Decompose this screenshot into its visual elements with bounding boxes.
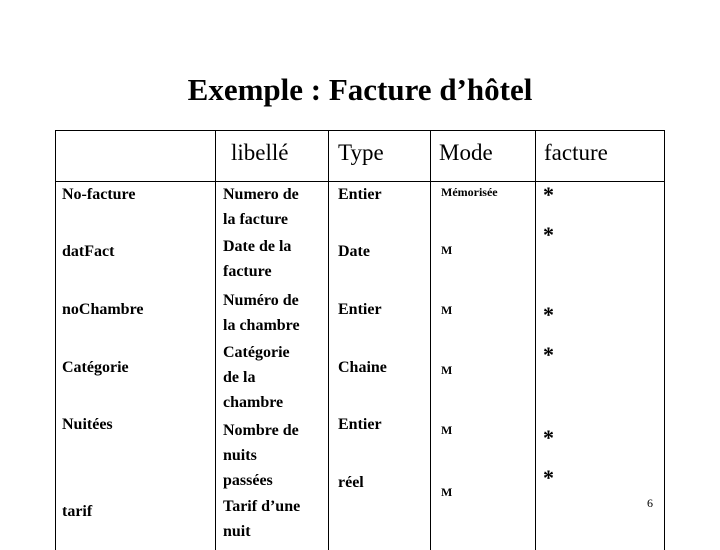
header-mode: Mode (439, 140, 493, 165)
facture-mark: * (543, 425, 554, 450)
field-type: Chaine (338, 359, 387, 376)
facture-mark: * (543, 182, 554, 207)
facture-mark: * (543, 465, 554, 490)
table-col-divider (430, 130, 431, 550)
field-label: Nombre de nuits passées (223, 422, 299, 489)
facture-mark: * (543, 342, 554, 367)
facture-mark: * (543, 222, 554, 247)
table-col-divider (328, 130, 329, 550)
header-type: Type (338, 140, 384, 165)
table-col-divider (215, 130, 216, 550)
facture-mark: * (543, 302, 554, 327)
slide-title: Exemple : Facture d’hôtel (187, 72, 533, 107)
field-name: tarif (62, 503, 93, 520)
field-mode: M (441, 303, 453, 317)
field-label: Numéro de la chambre (223, 292, 300, 334)
field-name: noChambre (62, 301, 144, 318)
field-label: Numero de la facture (223, 186, 299, 228)
table-col-divider (535, 130, 536, 550)
table-top-border (55, 130, 665, 131)
header-facture: facture (544, 140, 608, 165)
field-type: réel (338, 474, 364, 491)
field-type: Entier (338, 186, 382, 203)
field-mode: Mémorisée (441, 185, 498, 199)
field-type: Entier (338, 416, 382, 433)
field-type: Entier (338, 301, 382, 318)
field-label: Catégorie de la chambre (223, 344, 290, 411)
field-mode: M (441, 243, 453, 257)
field-mode: M (441, 423, 453, 437)
field-mode: M (441, 485, 453, 499)
field-name: Catégorie (62, 359, 129, 376)
table-border-left (55, 130, 56, 550)
header-libelle: libellé (231, 140, 289, 165)
invoice-table (55, 130, 665, 550)
table-border-right (664, 130, 665, 550)
field-name: datFact (62, 243, 115, 260)
field-label: Date de la facture (223, 238, 292, 280)
field-name: Nuitées (62, 416, 113, 433)
field-type: Date (338, 243, 370, 260)
field-name: No-facture (62, 186, 136, 203)
field-label: Tarif d’une nuit (223, 498, 301, 540)
page-number: 6 (647, 496, 653, 510)
field-mode: M (441, 363, 453, 377)
